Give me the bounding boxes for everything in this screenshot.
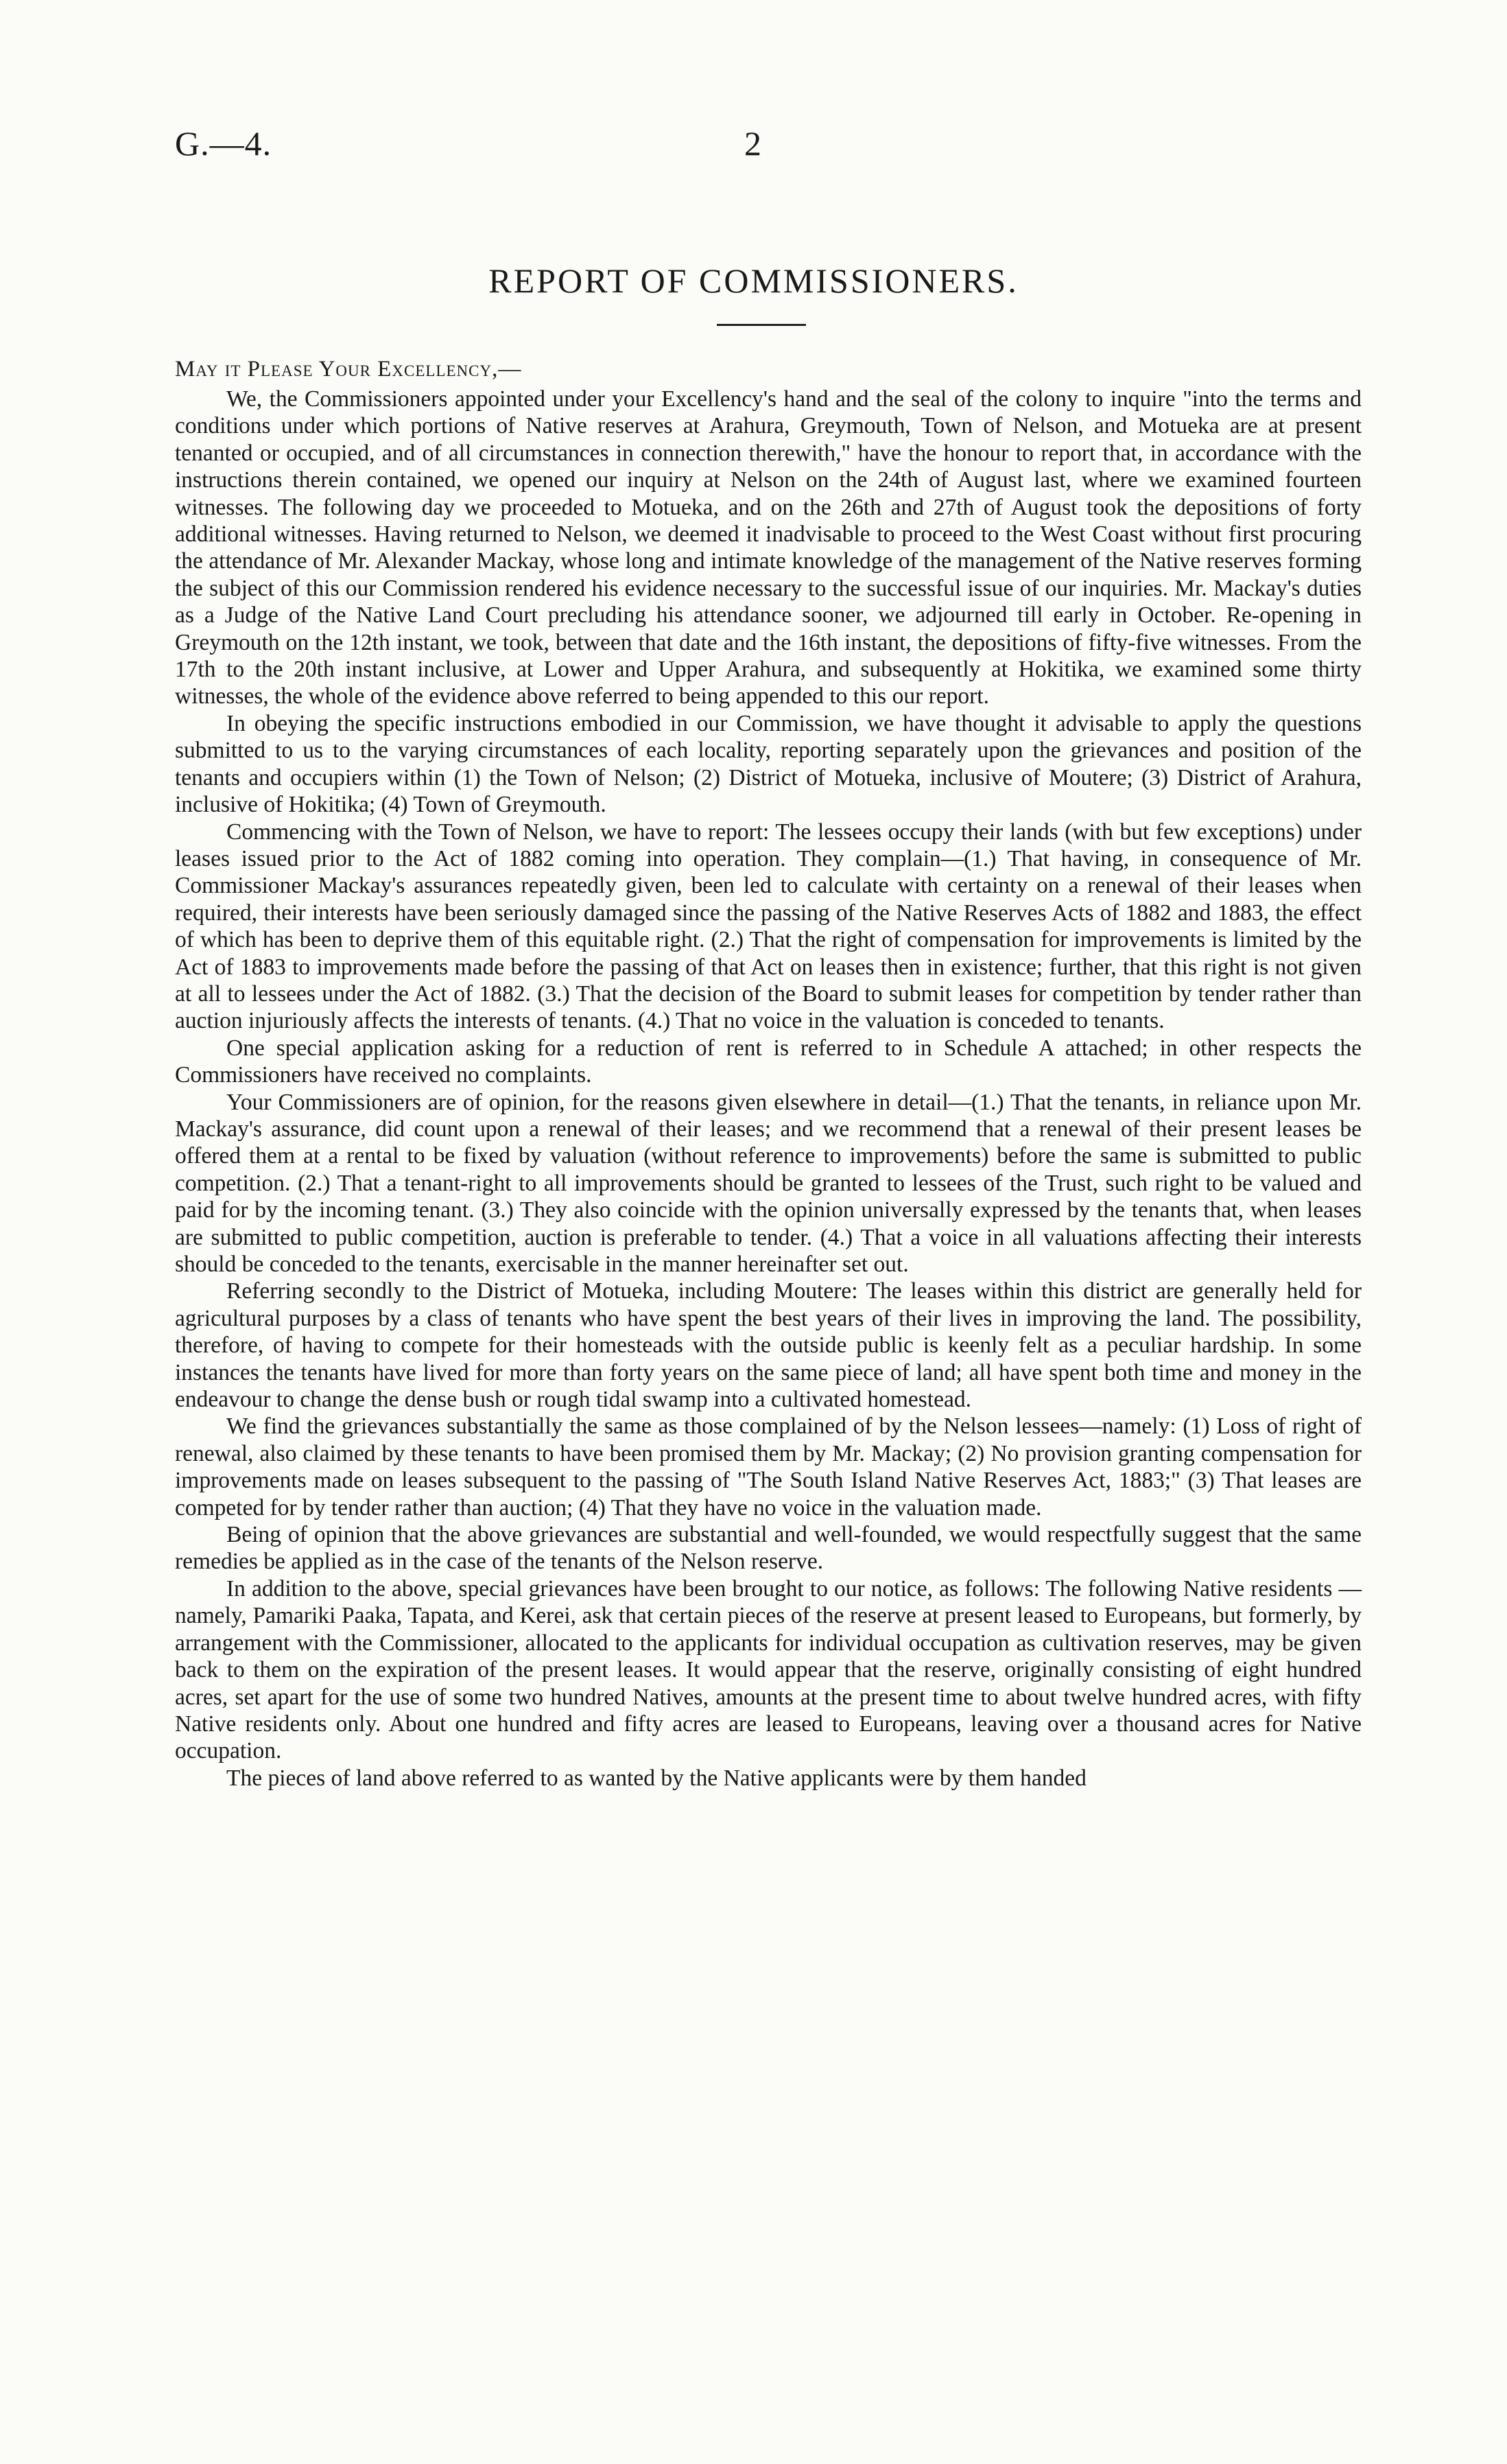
paragraph: Your Commissioners are of opinion, for the reasons given elsewhere in detail—(1.) That the tenants, in reliance upon Mr. Mackay's assurance, did count upon a renewal of their leases; and we recommend that a renewal of their present leases be offered them at a rental to be fixed by valuation (without reference to improvements) before the same is submitted to public competition. (2.) That a tenant-right to all improvements should be granted to lessees of the Trust, such right to be valued and paid for by the incoming tenant. (3.) They also coincide with the opinion universally expressed by the tenants that, when leases are submitted to public competition, auction is preferable to tender. (4.) That a voice in all valuations affecting their interests should be conceded to the tenants, exercisable in the manner hereinafter set out. [175,1089,1362,1277]
paragraph: In obeying the specific instructions embodied in our Commission, we have thought it advisable to apply the questions submitted to us to the varying circumstances of each locality, reporting separately upon the grievances and position of the tenants and occupiers within (1) the Town of Nelson; (2) District of Motueka, inclusive of Moutere; (3) District of Arahura, inclusive of Hokitika; (4) Town of Greymouth. [175,710,1362,818]
paragraph: Being of opinion that the above grievances are substantial and well-founded, we would respectfully suggest that the same remedies be applied as in the case of the tenants of the Nelson reserve. [175,1522,1362,1575]
paragraph: Commencing with the Town of Nelson, we have to report: The lessees occupy their lands (with but few exceptions) under leases issued prior to the Act of 1882 coming into operation. They complain—(1.) That having, in consequence of Mr. Commissioner Mackay's assurances repeatedly given, been led to calculate with certainty on a renewal of their leases when required, their interests have been seriously damaged since the passing of the Native Reserves Acts of 1882 and 1883, the effect of which has been to deprive them of this equitable right. (2.) That the right of compensation for improvements is limited by the Act of 1883 to improvements made before the passing of that Act on leases then in existence; further, that this right is not given at all to lessees under the Act of 1882. (3.) That the decision of the Board to submit leases for competition by tender rather than auction injuriously affects the interests of tenants. (4.) That no voice in the valuation is conceded to tenants. [175,819,1362,1034]
page-header [0,124,1507,178]
paragraph: In addition to the above, special grievances have been brought to our notice, as follows: The following Native residents — namely, Pamariki Paaka, Tapata, and Kerei, ask that certain pieces of the reserve at present leased to Europeans, but formerly, by arrangement with the Commissioner, allocated to the applicants for individual occupation as cultivation reserves, may be given back to them on the expiration of the present leases. It would appear that the reserve, originally consisting of eight hundred acres, set apart for the use of some two hundred Natives, amounts at the present time to about twelve hundred acres, with fifty Native residents only. About one hundred and fifty acres are leased to Europeans, leaving over a thousand acres for Native occupation. [175,1575,1362,1764]
paragraph: The pieces of land above referred to as wanted by the Native applicants were by them handed [226,1765,1087,1791]
paragraph: One special application asking for a reduction of rent is referred to in Schedule A attached; in other respects the Commissioners have received no complaints. [175,1035,1362,1088]
salutation: May it Please Your Excellency,— [175,357,522,382]
page-number: 2 [744,124,761,163]
report-body [175,386,1362,1792]
report-title: REPORT OF COMMISSIONERS. [488,261,1019,300]
paragraph: We find the grievances substantially the same as those complained of by the Nelson lessees—namely: (1) Loss of right of renewal, also claimed by these tenants to have been promised them by Mr. Mackay; (2) No provision granting compensation for improvements made on leases subsequent to the passing of "The South Island Native Reserves Act, 1883;" (3) That leases are competed for by tender rather than auction; (4) That they have no voice in the valuation made. [175,1413,1362,1521]
series-id: G.—4. [175,124,272,163]
paragraph: Referring secondly to the District of Motueka, including Moutere: The leases within this district are generally held for agricultural purposes by a class of tenants who have spent the best years of their lives in improving the land. The possibility, therefore, of having to compete for their homesteads with the outside public is keenly felt as a peculiar hardship. In some instances the tenants have lived for more than forty years on the same piece of land; all have spent both time and money in the endeavour to change the dense bush or rough tidal swamp into a cultivated homestead. [175,1278,1362,1413]
paragraph: We, the Commissioners appointed under your Excellency's hand and the seal of the colony to inquire "into the terms and conditions under which portions of Native reserves at Arahura, Greymouth, Town of Nelson, and Motueka are at present tenanted or occupied, and of all circumstances in connection therewith," have the honour to report that, in accordance with the instructions therein contained, we opened our inquiry at Nelson on the 24th of August last, where we examined fourteen witnesses. The following day we proceeded to Motueka, and on the 26th and 27th of August took the depositions of forty additional witnesses. Having returned to Nelson, we deemed it inadvisable to proceed to the West Coast without first procuring the attendance of Mr. Alexander Mackay, whose long and intimate knowledge of the management of the Native reserves forming the subject of this our Commission rendered his evidence necessary to the successful issue of our inquiries. Mr. Mackay's duties as a Judge of the Native Land Court precluding his attendance sooner, we adjourned till early in October. Re-opening in Greymouth on the 12th instant, we took, between that date and the 16th instant, the depositions of fifty-five witnesses. From the 17th to the 20th instant inclusive, at Lower and Upper Arahura, and subsequently at Hokitika, we examined some thirty witnesses, the whole of the evidence above referred to being appended to this our report. [175,386,1362,709]
title-rule [717,324,806,326]
